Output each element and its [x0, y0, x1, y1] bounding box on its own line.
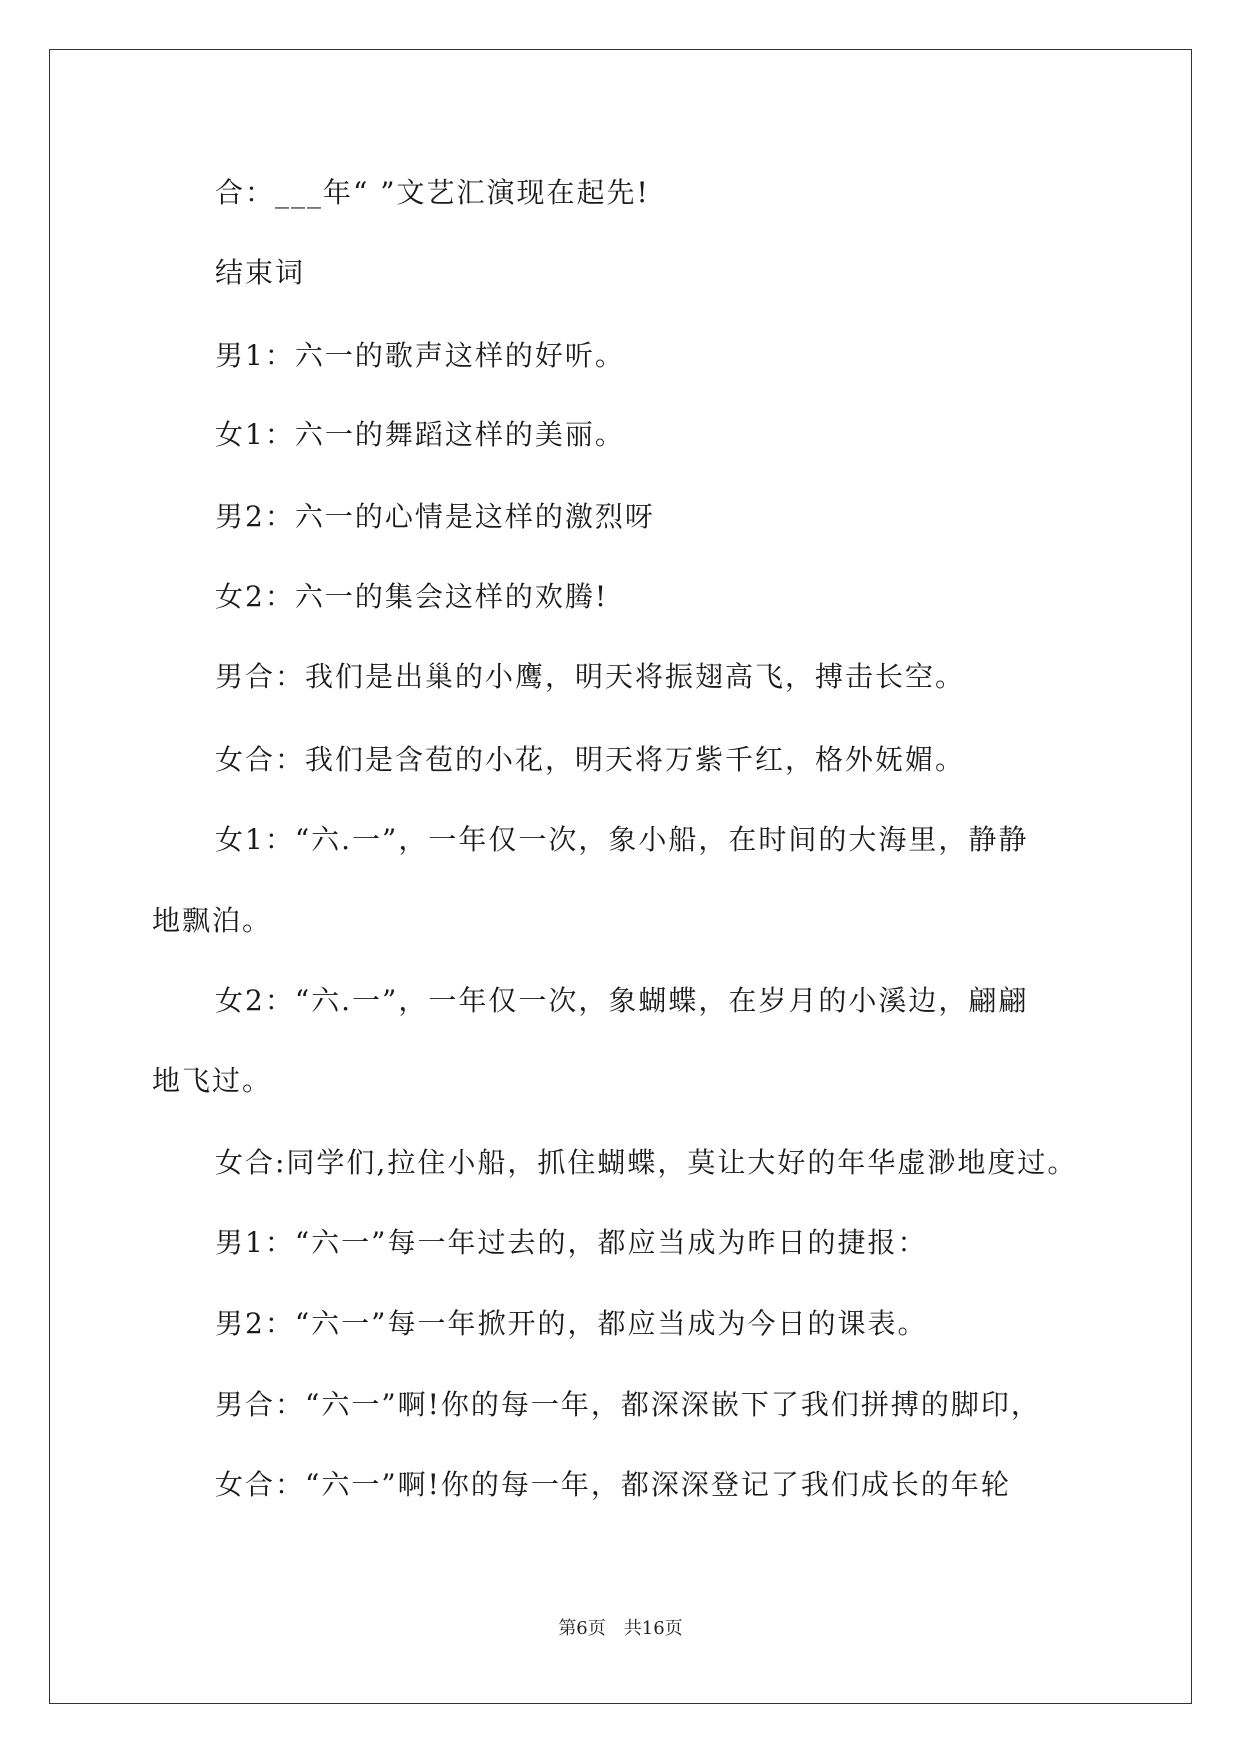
text-line: 男1：六一的歌声这样的好听。 [215, 339, 625, 372]
text-line: 女2：“六.一”，一年仅一次，象蝴蝶，在岁月的小溪边，翩翩 [215, 984, 1029, 1017]
text-line: 女1：“六.一”，一年仅一次，象小船，在时间的大海里，静静 [215, 823, 1029, 856]
text-line: 女合：“六一”啊!你的每一年，都深深登记了我们成长的年轮 [215, 1468, 1011, 1501]
text-line: 女合:同学们,拉住小船，抓住蝴蝶，莫让大好的年华虚渺地度过。 [215, 1146, 1078, 1179]
text-line: 女合：我们是含苞的小花，明天将万紫千红，格外妩媚。 [215, 743, 966, 776]
page-frame [49, 49, 1192, 1704]
text-line: 男合：我们是出巢的小鹰，明天将振翅高飞，搏击长空。 [215, 660, 966, 693]
text-line: 女1：六一的舞蹈这样的美丽。 [215, 418, 625, 451]
text-line: 男2：六一的心情是这样的激烈呀 [215, 500, 655, 533]
text-line: 合：___年“ ”文艺汇演现在起先! [215, 176, 650, 209]
text-line: 男2：“六一”每一年掀开的，都应当成为今日的课表。 [215, 1307, 928, 1340]
text-line: 男1：“六一”每一年过去的，都应当成为昨日的捷报： [215, 1226, 928, 1259]
text-line: 地飞过。 [152, 1064, 273, 1097]
text-line: 地飘泊。 [152, 904, 273, 937]
text-line: 女2：六一的集会这样的欢腾! [215, 580, 609, 613]
section-heading: 结束词 [215, 256, 306, 289]
text-line: 男合：“六一”啊!你的每一年，都深深嵌下了我们拼搏的脚印， [215, 1388, 1041, 1421]
page-number: 第6页 共16页 [558, 1618, 683, 1639]
